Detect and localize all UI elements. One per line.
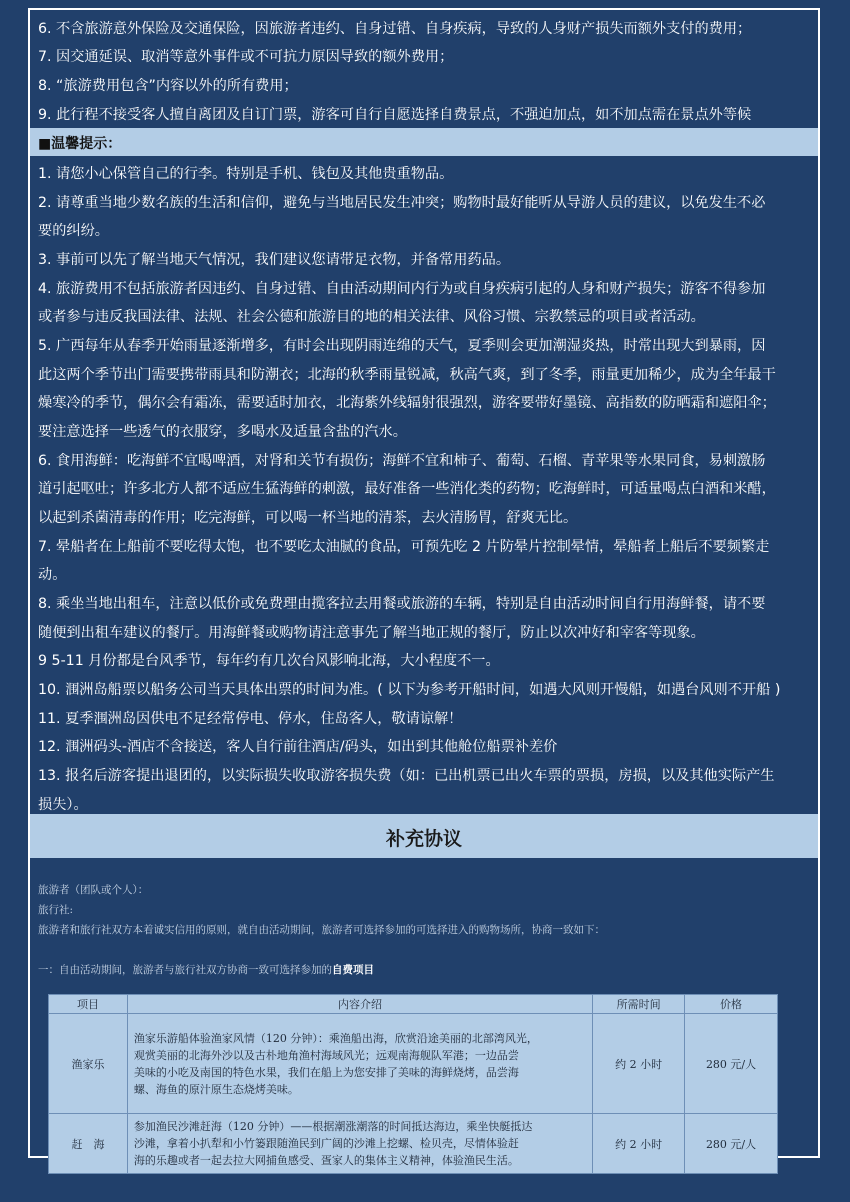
tip-line: 1. 请您小心保管自己的行李。特别是手机、钱包及其他贵重物品。 xyxy=(38,166,454,182)
tip-line: 11. 夏季涠洲岛因供电不足经常停电、停水，住岛客人，敬请谅解！ xyxy=(38,711,463,727)
tip-line: 要注意选择一些透气的衣服穿，多喝水及适量含盐的汽水。 xyxy=(38,424,407,440)
tip-line: 或者参与违反我国法律、法规、社会公德和旅游目的地的相关法律、风俗习惯、宗教禁忌的项目或者活动。 xyxy=(38,309,705,325)
header-price: 价格 xyxy=(685,995,778,1014)
tip-line: 随便到出租车建议的餐厅。用海鲜餐或购物请注意事先了解当地正规的餐厅，防止以次冲好和宰客等现象。 xyxy=(38,625,705,641)
item-duration: 约 2 小时 xyxy=(593,1014,685,1114)
tip-line: 2. 请尊重当地少数名族的生活和信仰，避免与当地居民发生冲突；购物时最好能听从导游人员的建议，以免发生不必 xyxy=(38,195,766,211)
tip-line: 10. 涠洲岛船票以船务公司当天具体出票的时间为准。( 以下为参考开船时间，如遇大风则开慢船，如遇台风则不开船 ) xyxy=(38,682,781,698)
item-name: 渔家乐 xyxy=(49,1014,128,1114)
agreement-intro: 旅游者和旅行社双方本着诚实信用的原则，就自由活动期间，旅游者可选择参加的可选择进入的购物场所，协商一致如下： xyxy=(38,924,605,936)
header-item: 项目 xyxy=(49,995,128,1014)
section-prefix: 一：自由活动期间，旅游者与旅行社双方协商一致可选择参加的 xyxy=(38,964,332,976)
table-row xyxy=(49,1014,778,1114)
desc-line: 沙滩，拿着小扒犁和小竹篓跟随渔民到广阔的沙滩上挖螺、检贝壳，尽情体验赶 xyxy=(133,1137,519,1150)
tip-line: 7. 晕船者在上船前不要吃得太饱，也不要吃太油腻的食品，可预先吃 2 片防晕片控制晕情，晕船者上船后不要频繁走 xyxy=(38,539,770,555)
tip-line: 4. 旅游费用不包括旅游者因违约、自身过错、自由活动期间内行为或自身疾病引起的人身和财产损失；游客不得参加 xyxy=(38,281,766,297)
tip-line: 此这两个季节出门需要携带雨具和防潮衣；北海的秋季雨量锐减，秋高气爽，到了冬季，雨量更加稀少，成为全年最干 xyxy=(38,367,776,383)
desc-line: 参加渔民沙滩赶海（120 分钟）——根据潮涨潮落的时间抵达海边，乘坐快艇抵达 xyxy=(133,1120,533,1133)
tip-line: 道引起呕吐；许多北方人都不适应生猛海鲜的刺激，最好准备一些消化类的药物；吃海鲜时，可适量喝点白酒和米醋， xyxy=(38,481,776,497)
table-row xyxy=(49,1114,778,1174)
item-price: 280 元/人 xyxy=(685,1114,778,1174)
desc-line: 观赏美丽的北海外沙以及古朴地角渔村海域风光；远观南海舰队军港；一边品尝 xyxy=(133,1048,519,1062)
section-heading xyxy=(38,962,374,977)
tip-line: 8. 乘坐当地出租车，注意以低价或免费理由揽客拉去用餐或旅游的车辆，特别是自由活动时间自行用海鲜餐，请不要 xyxy=(38,596,766,612)
tips-heading-bar xyxy=(30,128,818,156)
tip-line: 动。 xyxy=(38,567,67,583)
desc-line: 渔家乐游船体验渔家风情（120 分钟）：乘渔船出海，欣赏沿途美丽的北部湾风光， xyxy=(133,1031,538,1045)
item-name: 赶 海 xyxy=(49,1114,128,1174)
optional-items-table xyxy=(48,994,778,1174)
document-frame xyxy=(28,8,820,1167)
tips-heading: ■温馨提示： xyxy=(38,136,122,152)
tip-line: 损失）。 xyxy=(38,797,88,813)
tourist-label: 旅游者（团队或个人）： xyxy=(38,884,149,896)
top-item: 8. “旅游费用包含”内容以外的所有费用； xyxy=(38,78,298,94)
top-item: 7. 因交通延误、取消等意外事件或不可抗力原因导致的额外费用； xyxy=(38,49,454,65)
tip-line: 燥寒冷的季节，偶尔会有霜冻，需要适时加衣，北海紫外线辐射很强烈，游客要带好墨镜、高指数的防晒霜和遮阳伞； xyxy=(38,395,776,411)
top-item: 9. 此行程不接受客人擅自离团及自订门票，游客可自行自愿选择自费景点，不强迫加点，如不加点需在景点外等候 xyxy=(38,107,752,123)
tip-line: 3. 事前可以先了解当地天气情况，我们建议您请带足衣物，并备常用药品。 xyxy=(38,252,511,268)
header-duration: 所需时间 xyxy=(593,995,685,1014)
tip-line: 12. 涠洲码头-酒店不含接送，客人自行前往酒店/码头，如出到其他舱位船票补差价 xyxy=(38,739,558,755)
tip-line: 6. 食用海鲜：吃海鲜不宜喝啤酒，对肾和关节有损伤；海鲜不宜和柿子、葡萄、石榴、青苹果等水果同食，易刺激肠 xyxy=(38,453,766,469)
tip-line: 以起到杀菌清毒的作用；吃完海鲜，可以喝一杯当地的清茶，去火清肠胃，舒爽无比。 xyxy=(38,510,578,526)
section-bold: 自费项目 xyxy=(332,964,374,976)
item-duration: 约 2 小时 xyxy=(593,1114,685,1174)
tip-line: 9 5-11 月份都是台风季节，每年约有几次台风影响北海，大小程度不一。 xyxy=(38,653,500,669)
item-description xyxy=(127,1114,592,1174)
top-item: 6. 不含旅游意外保险及交通保险，因旅游者违约、自身过错、自身疾病，导致的人身财产损失而额外支付的费用； xyxy=(38,21,752,37)
tip-line: 13. 报名后游客提出退团的，以实际损失收取游客损失费（如：已出机票已出火车票的票损，房损，以及其他实际产生 xyxy=(38,768,775,784)
tip-line: 要的纠纷。 xyxy=(38,223,109,239)
agency-label: 旅行社: xyxy=(38,904,74,916)
desc-line: 美味的小吃及南国的特色水果，我们在船上为您安排了美味的海鲜烧烤，品尝海 xyxy=(133,1065,519,1079)
table-header-row xyxy=(49,995,778,1014)
desc-line: 螺、海鱼的原汁原生态烧烤美味。 xyxy=(133,1082,299,1096)
desc-line: 海的乐趣或者一起去拉大网捕鱼感受、疍家人的集体主义精神，体验渔民生活。 xyxy=(133,1154,519,1167)
item-price: 280 元/人 xyxy=(685,1014,778,1114)
supplement-title: 补充协议 xyxy=(385,828,462,850)
header-content: 内容介绍 xyxy=(127,995,592,1014)
tip-line: 5. 广西每年从春季开始雨量逐渐增多，有时会出现阴雨连绵的天气，夏季则会更加潮湿炎热，时常出现大到暴雨，因 xyxy=(38,338,766,354)
item-description xyxy=(127,1014,592,1114)
